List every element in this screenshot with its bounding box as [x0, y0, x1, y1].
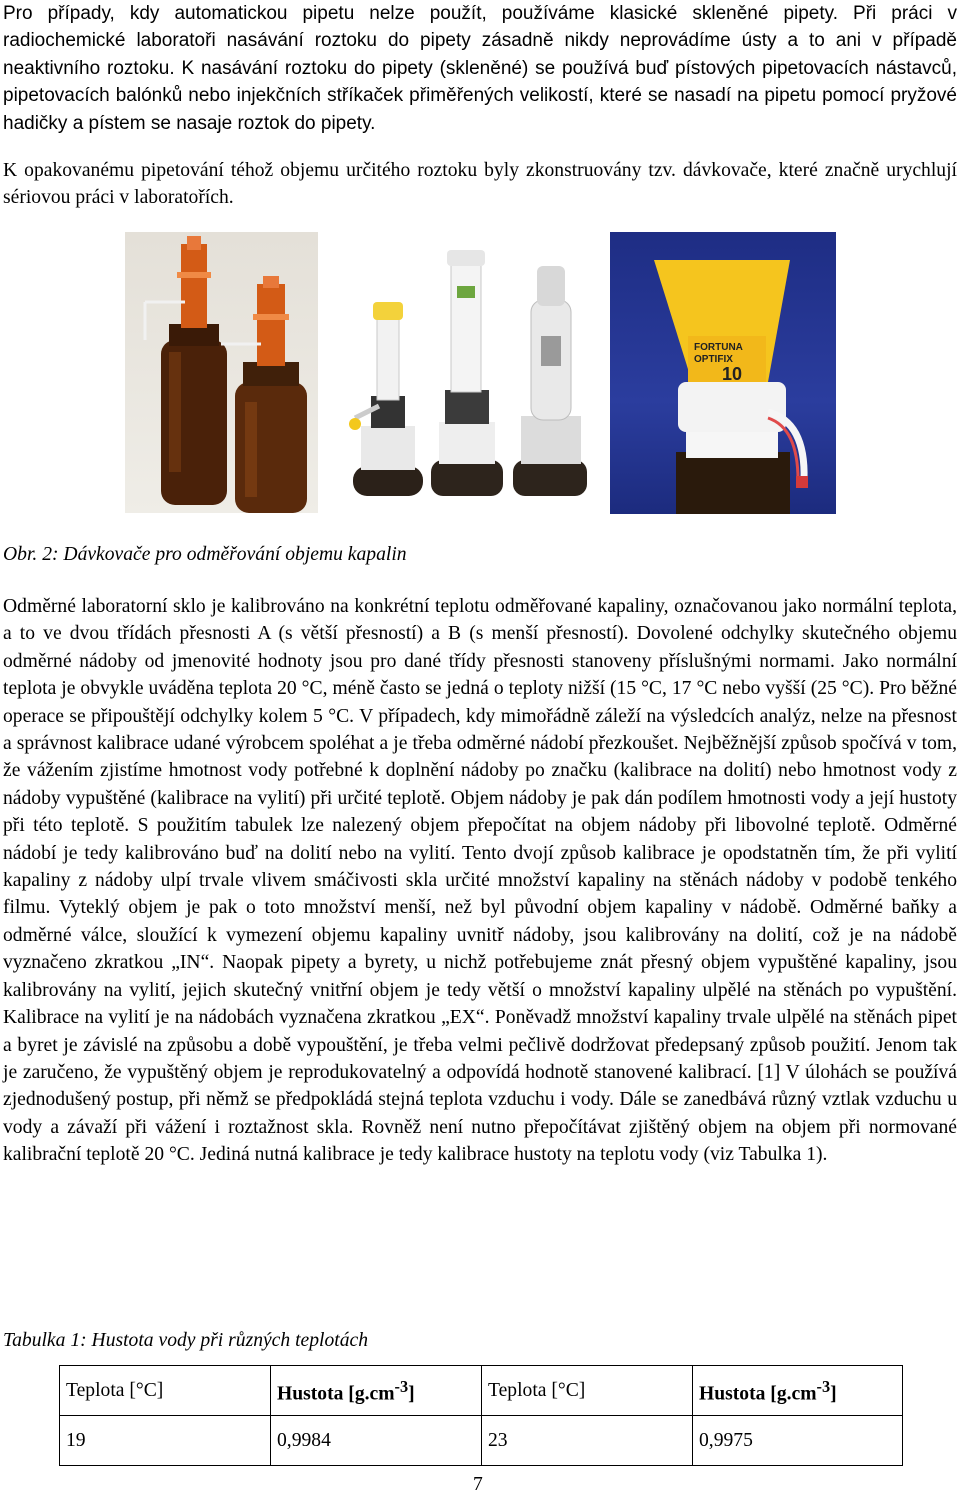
bottle-top-dispensers-photo — [345, 246, 592, 496]
header-density-2: Hustota $[g.cm^{-3}]$ — [693, 1366, 903, 1416]
yellow-dispenser-photo — [610, 232, 836, 514]
amber-bottle-dispensers-photo — [125, 232, 318, 513]
dispenser-brand-text: FORTUNA — [694, 342, 743, 353]
figure-dispensers — [3, 232, 957, 516]
paragraph-pipettes: Pro případy, kdy automatickou pipetu nelze použít, používáme klasické skleněné pipety. Při práci v radiochemické laboratoři nasávání roztoku do pipety zásadně nikdy neprovádíme ústy a to ani v případě neaktivního roztoku. K nasávání roztoku do pipety (skleněné) se používá buď pístových pipetovacích nástavců, pipetovacích balónků nebo injekčních stříkaček přiměřených velikostí, které se nasadí na pipetu pomocí pryžové hadičky a pístem se nasaje roztok do pipety. — [3, 3, 957, 134]
header-temperature-2: Teplota [°C] — [482, 1366, 693, 1416]
header-density-1: Hustota $[g.cm^{-3}]$ — [271, 1366, 482, 1416]
table-header-row — [60, 1366, 903, 1416]
cell-temperature: 23 — [482, 1416, 693, 1466]
table-row — [60, 1416, 903, 1466]
cell-density: 0,9975 — [693, 1416, 903, 1466]
paragraph-dispensers: K opakovanému pipetování téhož objemu určitého roztoku byly zkonstruovány tzv. dávkovače, které značně urychlují sériovou práci v laboratořích. — [3, 160, 957, 209]
header-temperature-1: Teplota [°C] — [60, 1366, 271, 1416]
dispenser-volume-text: 10 — [722, 364, 743, 384]
paragraph-calibration: Odměrné laboratorní sklo je kalibrováno na konkrétní teplotu odměřované kapaliny, označovanou jako normální teplota, a to ve dvou třídách přesnosti A (s větší přesností) a B (s menší přesností). Dovolené odchylky skutečného objemu odměrné nádoby od jmenovité hodnoty jsou pro dané třídy přesnosti stanoveny příslušnými normami. Jako normální teplota je obvykle uváděna teplota 20 °C, méně často se jedná o teploty nižší (15 °C, 17 °C nebo vyšší (25 °C). Pro běžné operace se připouštějí odchylky kolem 5 °C. V případech, kdy mimořádně záleží na výsledcích analýz, nelze na přesnost a správnost kalibrace udané výrobcem spoléhat a je třeba odměrné nádobí přezkoušet. Nejběžnější způsob spočívá v tom, že vážením zjistíme hmotnost vody potřebné k doplnění nádoby po značku (kalibrace na dolití) nebo hmotnost vody z nádoby vypuštěné (kalibrace na vylití) při určité teplotě. Objem nádoby je pak dán podílem hmotnosti vody a její hustoty při této teplotě. S použitím tabulek lze nalezený objem přepočítat na objem nádoby při libovolné teplotě. Odměrné nádobí je tedy kalibrováno buď na dolití nebo na vylití. Tento dvojí způsob kalibrace je opodstatněn tím, že při vylití kapaliny z nádoby ulpí trvale vlivem smáčivosti skla určité množství kapaliny na stěnách nádoby v podobě tenkého filmu. Vyteklý objem je pak o toto množství menší, než byl původní objem kapaliny v nádobě. Odměrné baňky a odměrné válce, sloužící k vymezení objemu kapaliny uvnitř nádoby, jsou kalibrovány na dolití, což je na nádobě vyznačeno zkratkou „IN“. Naopak pipety a byrety, u nichž potřebujeme znát přesný objem vypuštěné kapaliny, jsou kalibrovány na vylití, jejich skutečný vnitřní objem je tedy větší o množství kapaliny ulpělé na stěnách po vypuštění. Kalibrace na vylití je na nádobách vyznačena zkratkou „EX“. Poněvadž množství kapaliny trvale ulpělé na stěnách pipet a byret je závislé na způsobu a době vypouštění, je třeba velmi pečlivě dodržovat předepsaný způsob použití. Jenom tak je zaručeno, že vypuštěný objem je reprodukovatelný a odpovídá hodnotě stanovené kalibrací. [1] V úlohách se používá zjednodušený postup, při němž se předpokládá stejná teplota vzduchu i vody. Dále se zanedbává různý vztlak vzduchu u vody a závaží při vážení i roztažnost skla. Rovněž není nutno přepočítávat zjištěný objem na objem při normované kalibrační teplotě 20 °C. Jediná nutná kalibrace je tedy kalibrace hustoty na teplotu vody (viz Tabulka 1). — [3, 596, 957, 1166]
page-number: 7 — [473, 1474, 483, 1495]
dispenser-model-text: OPTIFIX — [694, 354, 733, 365]
cell-density: 0,9984 — [271, 1416, 482, 1466]
figure-caption: Obr. 2: Dávkovače pro odměřování objemu kapalin — [3, 544, 407, 565]
cell-temperature: 19 — [60, 1416, 271, 1466]
table-caption: Tabulka 1: Hustota vody při různých teplotách — [3, 1330, 368, 1351]
water-density-table — [59, 1365, 903, 1466]
